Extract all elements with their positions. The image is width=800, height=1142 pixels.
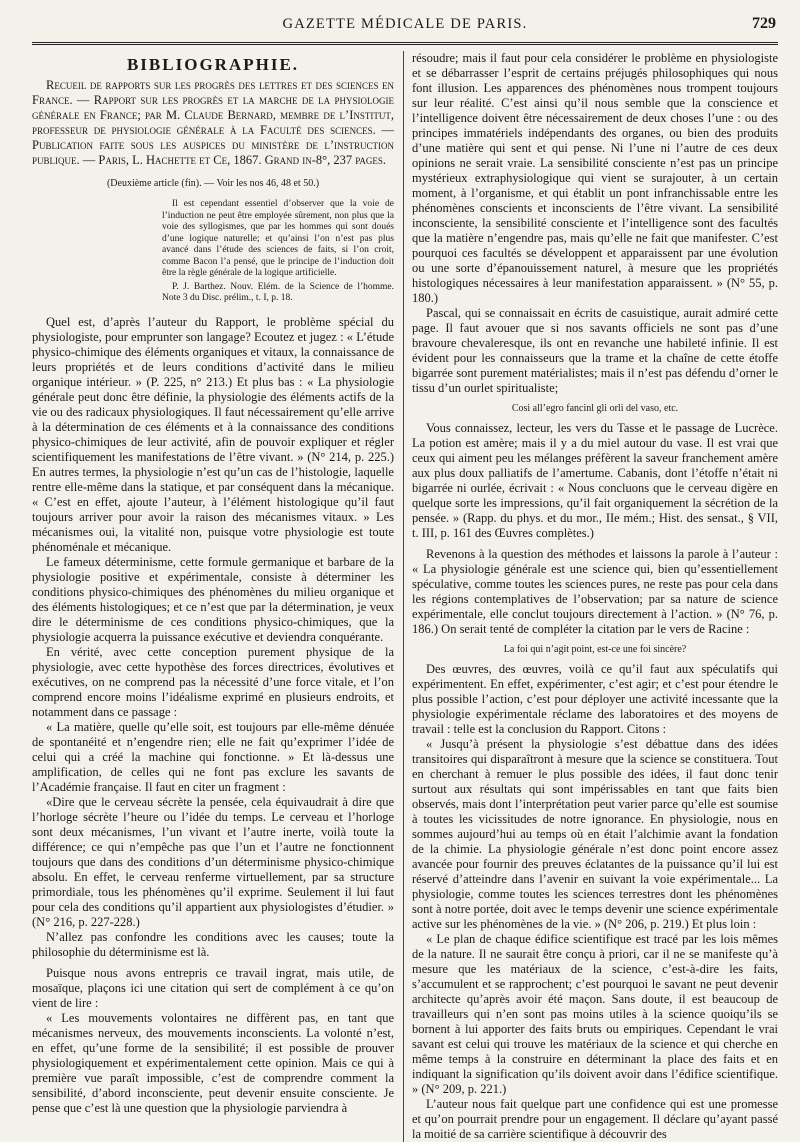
- section-title: BIBLIOGRAPHIE.: [126, 55, 300, 74]
- paragraph: Vous connaissez, lecteur, les vers du Tasse et le passage de Lucrèce. La potion est amère; mais il y a du miel autour du vase. Il est vrai que ceux qui aiment peu les mélanges préfèrent la saveur franchement amère aux plus doux palliatifs de l’amertume. Cabanis, dont l’étoffe n’était ni bigarrée ni ourlée, écrivait : « Nous concluons que le cerveau digère en quelque sorte les impressions, qu’il fait organiquement la sécrétion de la pensée. » (Rapp. du phys. et du mor., IIe mém.; Hist. des sensat., § VII, t. III, p. 161 des Œuvres complètes.): [412, 421, 778, 540]
- paragraph: En vérité, avec cette conception purement physique de la physiologie, avec cette hypothèse des forces directrices, évolutives et exécutives, on ne comprend pas la nécessité d’une force vitale, et l’on comprend encore moins l’idéalisme exprimé en plusieurs endroits, et notamment dans ce passage :: [32, 644, 394, 719]
- paragraph: « Les mouvements volontaires ne diffèrent pas, en tant que mécanismes nerveux, des mouvements inconscients. La volonté n’est, en effet, qu’une forme de la sensibilité; il est possible de prouver physiologiquement et expérimentalement cette opinion. Mais ce qui à première vue paraît impossible, c’est de comprendre comment la sensibilité, d’abord inconsciente, peut devenir ensuite consciente. Je pense que c’est là une question que la physiologie parviendra à: [32, 1010, 394, 1115]
- header-rule: [32, 42, 778, 45]
- article-note: (Deuxième article (fin). — Voir les nos 46, 48 et 50.): [106, 178, 320, 189]
- epigraph-text: Il est cependant essentiel d’observer que la voie de l’induction ne peut être employée sûrement, non plus que la voie des syllogismes, que par les hommes qui sont doués d’une logique naturelle; et qu’ainsi l’on n’est pas plus avancé dans l’étude des sciences de faits, si l’on croit, comme Bacon l’a pensé, que le principe de l’induction doit être la règle générale de la logique artificielle.: [162, 199, 394, 278]
- paragraph: Revenons à la question des méthodes et laissons la parole à l’auteur : « La physiologie générale est une science qui, bien qu’essentiellement spéculative, comme toutes les sciences pures, ne reste pas pour cela dans les régions contemplatives de l’observation; par sa nature de science expérimentale, elle conclut toujours directement à l’action. » (N° 76, p. 186.) On serait tenté de compléter la citation par le vers de Racine :: [412, 547, 778, 636]
- paragraph: Des œuvres, des œuvres, voilà ce qu’il faut aux spéculatifs qui expérimentent. En effet, expérimenter, c’est agir; et c’est pour étendre le plus possible l’action, c’est pour déployer une activité incessante que la physiologie expérimentale réclame des laboratoires et des moyens de travail : telle est la conclusion du Rapport. Citons :: [412, 662, 778, 736]
- paragraph: Quel est, d’après l’auteur du Rapport, le problème spécial du physiologiste, pour emprunter son langage? Ecoutez et jugez : « L’étude physico-chimique des éléments organiques et vitaux, la connaissance de leurs propriétés et de leurs conditions d’activité dans le milieu organique intérieur. » (P. 225, n° 213.) Et plus bas : « La physiologie générale peut donc être définie, la physiologie des éléments actifs de la vie ou des radicaux physiologiques. Il faut nécessairement qu’elle arrive à la détermination de ces éléments et à la connaissance des conditions physico-chimiques de leur activité, afin de pouvoir expliquer et régler scientifiquement les manifestations de l’être vivant. » (N° 214, p. 225.) En autres termes, la physiologie n’est qu’un cas de l’histologie, laquelle rentre elle-même dans la statique, et par conséquent dans la mécanique. « C’est en effet, ajoute l’auteur, à l’élément histologique qu’il faut toujours arriver pour avoir la raison des mécanismes vitaux. » Les mécanismes oui, la vitalité non, puisque votre physiologie est toute phénoménale et mécanique.: [32, 314, 394, 554]
- paragraph: résoudre; mais il faut pour cela considérer le problème en physiologiste et se débarrasser l’esprit de certains préjugés philosophiques qui nous font illusion. Les apparences des phénomènes nous trompent toujours sur leur réalité. C’est ainsi qu’il nous semble que la conscience et l’intelligence doivent être nécessairement de deux choses l’une : ou des principes immatériels indépendants des organes, ou bien des produits d’une matière qui sent et qui pense. Ni l’une ni l’autre de ces deux opinions ne serait vraie. La sensibilité consciente n’est pas un principe mystérieux extraphysiologique qui vient se surajouter, à un certain moment, à l’organisme, et qui établit un pont infranchissable entre les phénomènes conscients et inconscients de l’être vivant. La sensibilité inconsciente, la sensibilité consciente et l’intelligence sont des facultés que la matière n’engendre pas, mais qu’elle ne fait que manifester. C’est pourquoi ces facultés se développent et apparaissent par une évolution ou une sorte d’épanouissement naturel, à mesure que les propriétés histologiques nécessaires à leur manifestation apparaissent. » (N° 55, p. 180.): [412, 51, 778, 305]
- epigraph: [162, 199, 394, 280]
- paragraph: Pascal, qui se connaissait en écrits de casuistique, aurait admiré cette page. Il faut avouer que si nos savants officiels ne sont pas d’une bravoure chevaleresque, ils ont en revanche une habileté infinie. Il est évident pour les connaisseurs que la trame et la chaîne de cette étoffe bigarrée sont purement matérialistes; mais il n’est pas défendu d’orner le tissu d’un ourlet spiritualiste;: [412, 306, 778, 395]
- paragraph: « Jusqu’à présent la physiologie s’est débattue dans des idées transitoires qui disparaîtront à mesure que la science se constituera. Tout en cherchant à remuer le plus possible des idées, il faut donc tenir surtout aux résultats qui sont impérissables en tant que faits bien observés, mais dont l’interprétation peut varier parce qu’elle est soumise à toutes les vicissitudes de notre ignorance. En physiologie, nous en sommes aujourd’hui au temps où en était l’alchimie avant la fondation de la chimie. La physiologie générale n’est donc point encore assez avancée pour fournir des preuves éclatantes de la puissance qu’il lui est réservé d’atteindre dans l’avenir en suivant la voie expérimentale... La physiologie, comme toutes les sciences terrestres dont les phénomènes sont à notre portée, doit avec le temps devenir une science expérimentale active sur les phénomènes de la vie. » (N° 206, p. 219.) Et plus loin :: [412, 737, 778, 931]
- paragraph: « Le plan de chaque édifice scientifique est tracé par les lois mêmes de la nature. Il ne saurait être conçu à priori, car il ne se manifeste qu’à mesure que les matériaux de la science, c’est-à-dire les faits, s’accumulent et se rapprochent; c’est pourquoi le savant ne peut devenir architecte qu’après avoir été maçon. Sans doute, il est beaucoup de travailleurs qui n’en sont pas moins utiles à la science quoiqu’ils se bornent à lui apporter des faits bruts ou empiriques. Cependant le vrai savant est celui qui trouve les matériaux de la science et qui cherche en même temps à la construire en déterminant la place des faits et en indiquant la signification qu’ils doivent avoir dans l’édifice scientifique. » (N° 209, p. 221.): [412, 932, 778, 1096]
- page-number: 729: [752, 15, 776, 32]
- paragraph: « La matière, quelle qu’elle soit, est toujours par elle-même dénuée de spontanéité et n’engendre rien; elle ne fait qu’exprimer l’idée de celui qui a créé la machine qui fonctionne. » Et là-dessus une amplification, de celles qui ne font pas exclure les savants de l’Académie française. Il faut en citer un fragment :: [32, 719, 394, 794]
- epigraph-source: P. J. Barthez. Nouv. Elém. de la Science de l’homme. Note 3 du Disc. prélim., t. I, p. 18.: [162, 281, 394, 303]
- verse-quote: Cosi all’egro fancinl gli orli del vaso, etc.: [511, 403, 679, 414]
- paragraph: Le fameux déterminisme, cette formule germanique et barbare de la physiologie positive et expérimentale, consiste à déterminer les conditions physico-chimiques des phénomènes du milieu organique et des éléments histologiques; et ce n’est que par la détermination, je veux dire le déterminisme de ces conditions physico-chimiques, que la physiologie acquerra la puissance exécutive et deviendra conquérante.: [32, 554, 394, 644]
- page-header: [32, 14, 778, 40]
- running-title: GAZETTE MÉDICALE DE PARIS.: [282, 16, 528, 32]
- paragraph: L’auteur nous fait quelque part une confidence qui est une promesse et qu’on pourrait prendre pour un engagement. Il déclare qu’ayant passé la moitié de sa carrière scientifique à découvrir des: [412, 1097, 778, 1141]
- verse-quote: La foi qui n’agit point, est-ce une foi sincère?: [503, 644, 687, 655]
- columns: [32, 51, 778, 1142]
- paragraph: N’allez pas confondre les conditions avec les causes; toute la philosophie du déterminisme est là.: [32, 929, 394, 959]
- paragraph: Puisque nous avons entrepris ce travail ingrat, mais utile, de mosaïque, plaçons ici une citation qui sert de complément à ce qu’on vient de lire :: [32, 965, 394, 1010]
- paragraph: «Dire que le cerveau sécrète la pensée, cela équivaudrait à dire que l’horloge sécrète l’heure ou l’idée du temps. Le cerveau et l’horloge sont deux mécanismes, l’un vivant et l’autre inerte, voilà toute la différence; ce qui n’empêche pas que l’un et l’autre ne fonctionnent toujours que dans des conditions d’un déterminisme physico-chimique absolu. En effet, le cerveau renferme virtuellement, par sa structure primordiale, tous les phénomènes qu’il exprime. Seulement il lui faut pour cela des conditions qu’il appartient aux physiologistes d’étudier. » (N° 216, p. 227-228.): [32, 794, 394, 929]
- left-column: [32, 51, 394, 1116]
- right-column: [403, 51, 778, 1142]
- book-reference: Recueil de rapports sur les progrès des lettres et des sciences en France. — Rapport sur les progrès et la marche de la physiologie générale en France; par M. Claude Bernard, membre de l’Institut, professeur de physiologie générale à la Faculté des sciences. — Publication faite sous les auspices du ministère de l’instruction publique. — Paris, L. Hachette et Ce, 1867. Grand in-8°, 237 pages.: [32, 78, 394, 167]
